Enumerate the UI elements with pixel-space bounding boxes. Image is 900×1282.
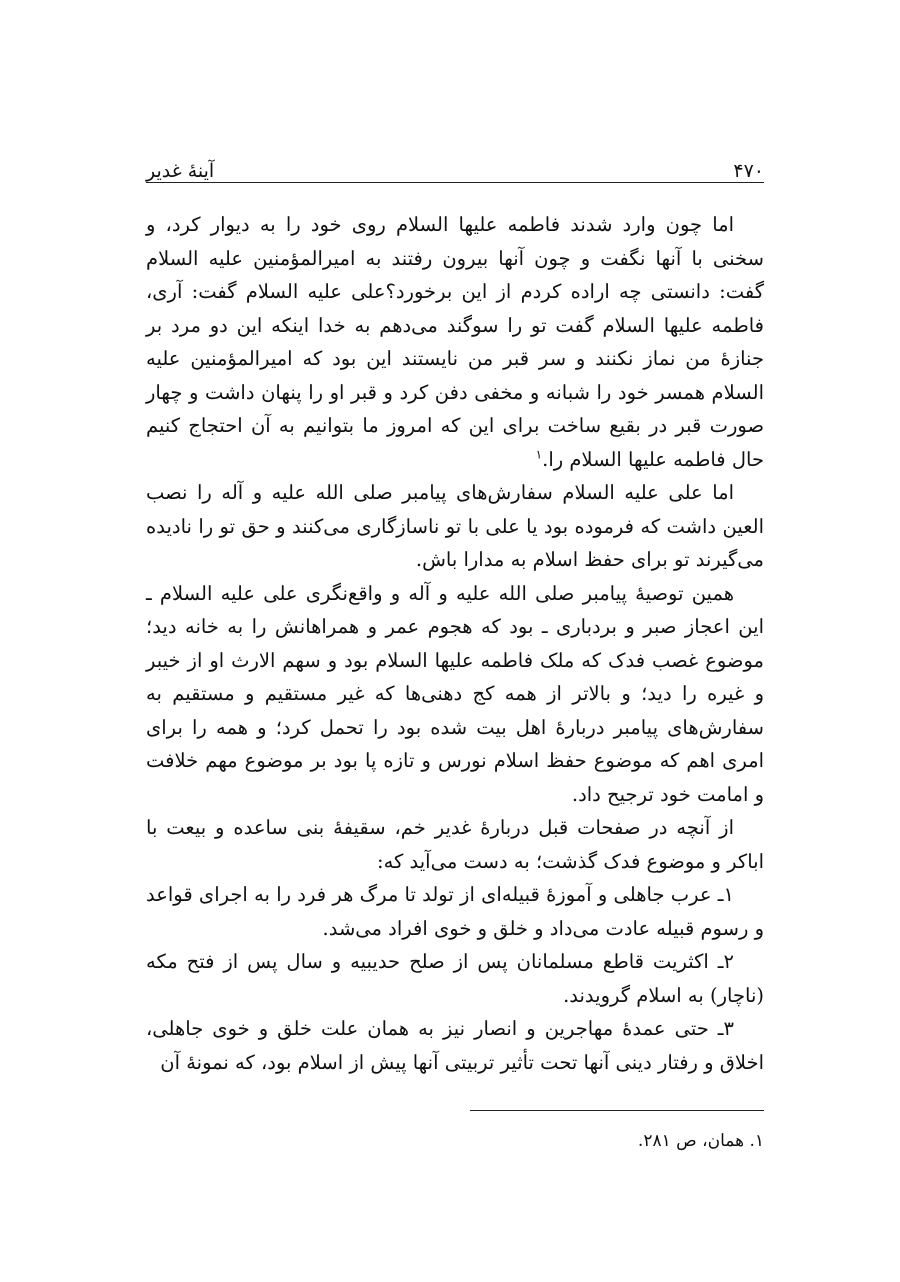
- page-number: ۴۷۰: [733, 160, 764, 182]
- list-item-3: ۳ـ حتی عمدهٔ مهاجرین و انصار نیز به همان علت خلق و خوی جاهلی، اخلاق و رفتار دینی آنها تحت تأثیر تربیتی آنها پیش از اسلام بود، که نمونهٔ آن: [146, 1017, 764, 1074]
- list-item-1: ۱ـ عرب جاهلی و آموزهٔ قبیله‌ای از تولد تا مرگ هر فرد را به اجرای قواعد و رسوم قبیله عادت می‌داد و خلق و خوی افراد می‌شد.: [146, 883, 764, 940]
- paragraph-1-text: اما چون وارد شدند فاطمه علیها السلام روی خود را به دیوار کرد، و سخنی با آنها نگفت و چون آنها بیرون رفتند به امیرالمؤمنین علیه السلام گفت: دانستی چه اراده کردم از این برخورد؟علی علیه السلام گفت: آری، فاطمه علیها السلام گفت تو را سوگند می‌دهم به خدا اینکه این دو مرد بر جنازهٔ من نماز نکنند و سر قبر من نایستند این بود که امیرالمؤمنین علیه السلام همسر خود را شبانه و مخفی دفن کرد و قبر او را پنهان داشت و چهار صورت قبر در بقیع ساخت برای این که امروز ما بتوانیم به آن احتجاج کنیم حال فاطمه علیها السلام را.: [146, 213, 764, 471]
- footnote-marker[interactable]: ۱: [535, 447, 543, 461]
- footnote-rule: [470, 1110, 764, 1111]
- paragraph-1: [146, 208, 764, 476]
- list-item-2: ۲ـ اکثریت قاطع مسلمانان پس از صلح حدیبیه و سال پس از فتح مکه (ناچار) به اسلام گرویدند.: [146, 950, 764, 1007]
- body-text: [146, 208, 764, 1079]
- paragraph-2: اما علی علیه السلام سفارش‌های پیامبر صلی الله علیه و آله را نصب العین داشت که فرموده بود یا علی با تو ناسازگاری می‌کنند و حق تو را نادیده می‌گیرند تو برای حفظ اسلام به مدارا باش.: [146, 481, 764, 571]
- book-title: آینهٔ غدیر: [146, 160, 215, 182]
- paragraph-3: همین توصیهٔ پیامبر صلی الله علیه و آله و واقع‌نگری علی علیه السلام ـ این اعجاز صبر و بردباری ـ بود که هجوم عمر و همراهانش را به خانه دید؛ موضوع غصب فدک که ملک فاطمه علیها السلام بود و سهم الارث او از خیبر و غیره را دید؛ و بالاتر از همه کج دهنی‌ها که غیر مستقیم و مستقیم به سفارش‌های پیامبر دربارهٔ اهل بیت شده بود را تحمل کرد؛ و همه را برای امری اهم که موضوع حفظ اسلام نورس و تازه پا بود بر موضوع مهم خلافت و امامت خود ترجیح داد.: [146, 581, 765, 806]
- footnote: ۱. همان، ص ۲۸۱.: [637, 1131, 764, 1151]
- running-header: [146, 146, 764, 182]
- paragraph-4: از آنچه در صفحات قبل دربارهٔ غدیر خم، سقیفهٔ بنی ساعده و بیعت با اباکر و موضوع فدک گذشت؛ به دست می‌آید که:: [146, 816, 764, 873]
- header-rule: [146, 182, 764, 183]
